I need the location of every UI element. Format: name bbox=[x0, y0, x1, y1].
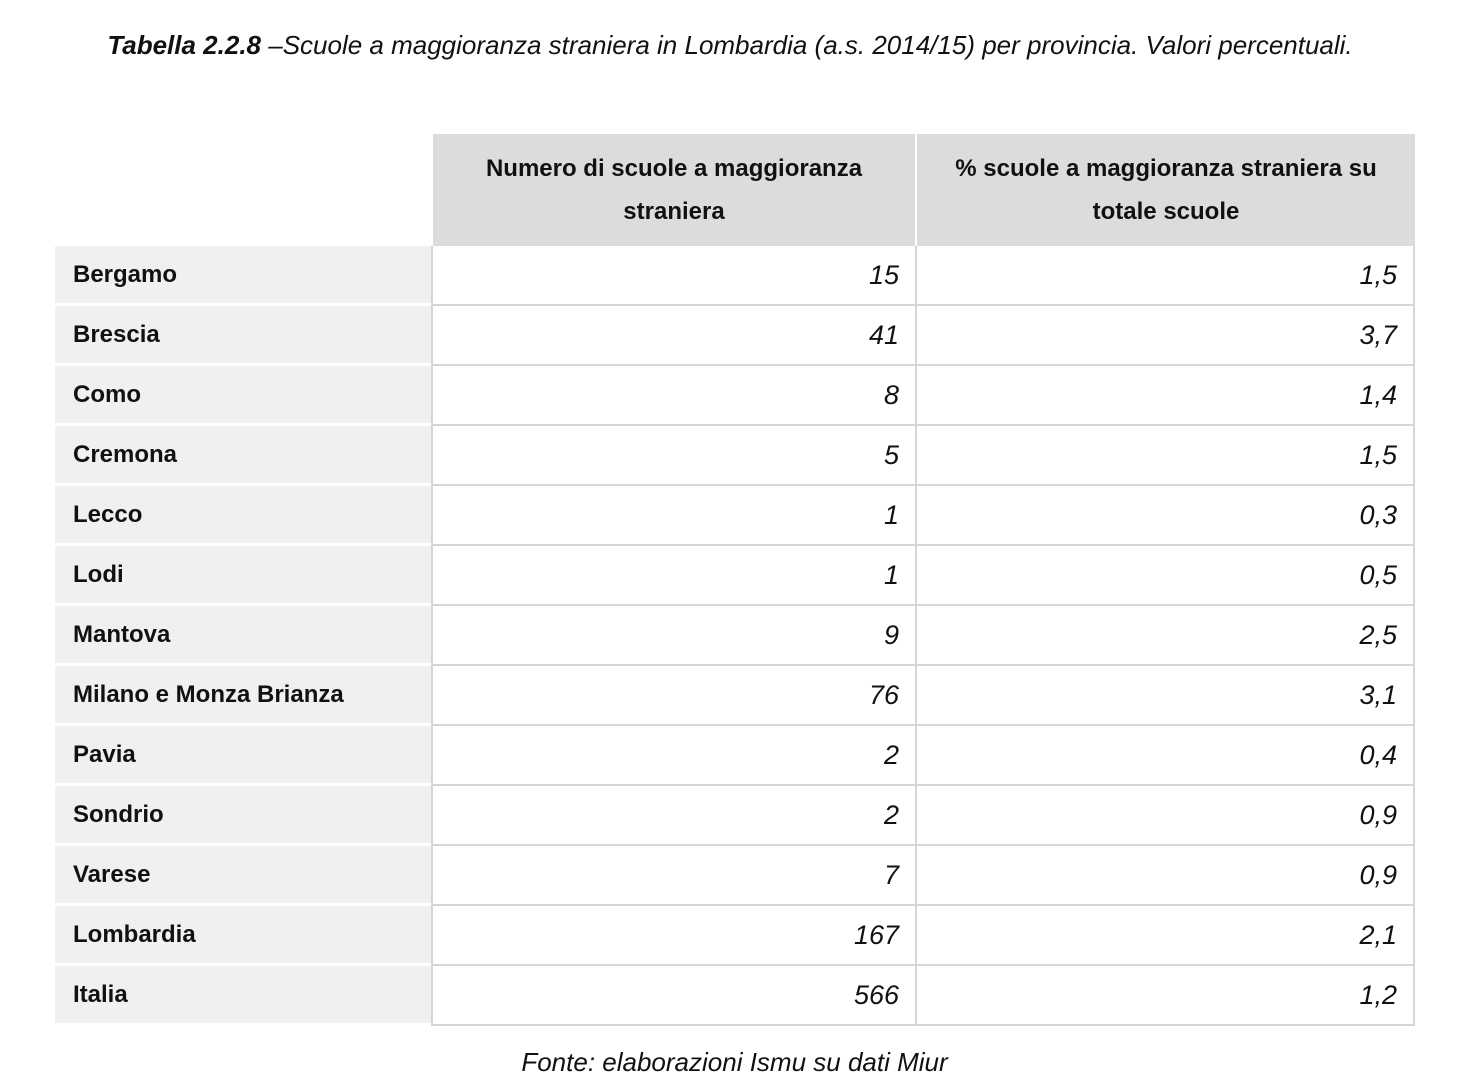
cell-percent: 0,3 bbox=[915, 486, 1415, 546]
table-row bbox=[55, 726, 1415, 786]
cell-count: 8 bbox=[431, 366, 915, 426]
cell-count: 2 bbox=[431, 726, 915, 786]
row-label: Mantova bbox=[55, 606, 431, 666]
table-row bbox=[55, 966, 1415, 1026]
cell-percent: 0,9 bbox=[915, 786, 1415, 846]
cell-count: 1 bbox=[431, 546, 915, 606]
header-count: Numero di scuole a maggioranza straniera bbox=[431, 134, 915, 246]
table-header-row bbox=[55, 134, 1415, 246]
table-row bbox=[55, 366, 1415, 426]
cell-percent: 1,2 bbox=[915, 966, 1415, 1026]
cell-percent: 1,4 bbox=[915, 366, 1415, 426]
cell-count: 167 bbox=[431, 906, 915, 966]
row-label: Sondrio bbox=[55, 786, 431, 846]
cell-percent: 2,1 bbox=[915, 906, 1415, 966]
cell-count: 5 bbox=[431, 426, 915, 486]
cell-count: 566 bbox=[431, 966, 915, 1026]
header-percent: % scuole a maggioranza straniera su totale scuole bbox=[915, 134, 1415, 246]
cell-percent: 0,9 bbox=[915, 846, 1415, 906]
table-row bbox=[55, 306, 1415, 366]
row-label: Bergamo bbox=[55, 246, 431, 306]
cell-percent: 1,5 bbox=[915, 426, 1415, 486]
table-row bbox=[55, 486, 1415, 546]
caption-text: –Scuole a maggioranza straniera in Lombardia (a.s. 2014/15) per provincia. Valori percentuali. bbox=[261, 30, 1353, 60]
cell-percent: 3,7 bbox=[915, 306, 1415, 366]
row-label: Cremona bbox=[55, 426, 431, 486]
cell-count: 41 bbox=[431, 306, 915, 366]
row-label: Italia bbox=[55, 966, 431, 1026]
table-row bbox=[55, 666, 1415, 726]
table-row bbox=[55, 846, 1415, 906]
data-table bbox=[55, 134, 1415, 1026]
cell-percent: 0,4 bbox=[915, 726, 1415, 786]
header-corner bbox=[55, 134, 431, 246]
cell-count: 9 bbox=[431, 606, 915, 666]
cell-count: 76 bbox=[431, 666, 915, 726]
row-label: Varese bbox=[55, 846, 431, 906]
row-label: Lodi bbox=[55, 546, 431, 606]
table-row bbox=[55, 426, 1415, 486]
row-label: Como bbox=[55, 366, 431, 426]
table-row bbox=[55, 546, 1415, 606]
cell-percent: 3,1 bbox=[915, 666, 1415, 726]
row-label: Pavia bbox=[55, 726, 431, 786]
table-row bbox=[55, 786, 1415, 846]
cell-count: 15 bbox=[431, 246, 915, 306]
cell-percent: 0,5 bbox=[915, 546, 1415, 606]
row-label: Lecco bbox=[55, 486, 431, 546]
source-note: Fonte: elaborazioni Ismu su dati Miur bbox=[521, 1047, 948, 1077]
row-label: Milano e Monza Brianza bbox=[55, 666, 431, 726]
row-label: Brescia bbox=[55, 306, 431, 366]
cell-count: 1 bbox=[431, 486, 915, 546]
cell-count: 2 bbox=[431, 786, 915, 846]
table-row bbox=[55, 246, 1415, 306]
caption-label: Tabella 2.2.8 bbox=[107, 30, 262, 60]
cell-percent: 2,5 bbox=[915, 606, 1415, 666]
table-caption bbox=[60, 22, 1400, 68]
table-row bbox=[55, 606, 1415, 666]
cell-count: 7 bbox=[431, 846, 915, 906]
cell-percent: 1,5 bbox=[915, 246, 1415, 306]
row-label: Lombardia bbox=[55, 906, 431, 966]
data-table-container bbox=[55, 134, 1415, 1026]
table-row bbox=[55, 906, 1415, 966]
